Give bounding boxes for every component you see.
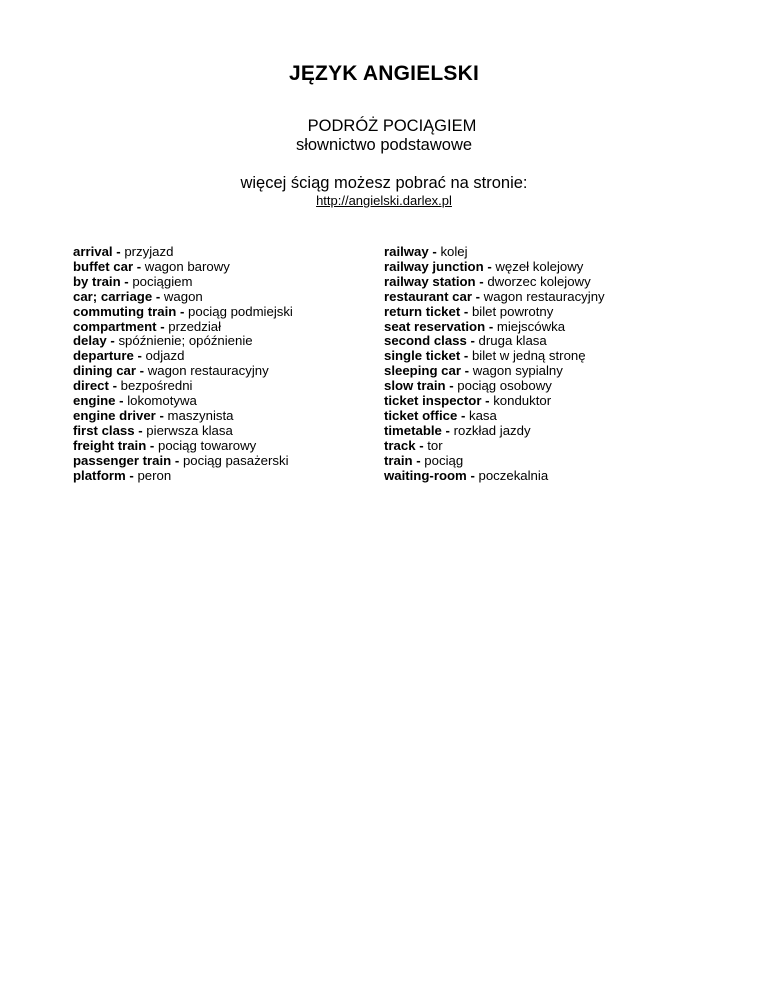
vocab-term: railway junction - xyxy=(384,258,492,274)
vocab-entry xyxy=(384,290,605,305)
vocab-translation: pierwsza klasa xyxy=(142,422,233,438)
vocab-term: compartment - xyxy=(73,318,165,334)
vocab-entry xyxy=(384,260,605,275)
vocab-term: train - xyxy=(384,452,421,468)
vocab-translation: tor xyxy=(423,437,443,453)
vocab-entry xyxy=(73,454,293,469)
vocab-translation: maszynista xyxy=(163,407,234,423)
vocab-translation: pociąg osobowy xyxy=(453,378,552,394)
vocab-translation: węzeł kolejowy xyxy=(491,258,584,274)
vocab-term: single ticket - xyxy=(384,348,469,364)
vocab-translation: bezpośredni xyxy=(116,378,193,394)
vocab-entry xyxy=(384,349,605,364)
vocab-term: by train - xyxy=(73,273,129,289)
vocab-entry xyxy=(384,424,605,439)
vocab-term: first class - xyxy=(73,422,143,438)
vocab-translation: wagon restauracyjny xyxy=(144,363,269,379)
vocab-entry xyxy=(384,394,605,409)
vocab-translation: miejscówka xyxy=(493,318,566,334)
vocab-term: buffet car - xyxy=(73,258,142,274)
vocab-translation: pociągiem xyxy=(128,273,193,289)
vocabulary-column-left xyxy=(73,245,293,484)
vocab-translation: wagon xyxy=(160,288,203,304)
vocab-translation: pociąg podmiejski xyxy=(184,303,293,319)
vocab-translation: konduktor xyxy=(489,393,552,409)
vocab-entry xyxy=(384,305,605,320)
vocab-entry xyxy=(73,290,293,305)
vocab-term: second class - xyxy=(384,333,475,349)
vocab-translation: spóźnienie; opóźnienie xyxy=(114,333,253,349)
vocab-entry xyxy=(73,320,293,335)
vocab-translation: bilet powrotny xyxy=(468,303,554,319)
vocabulary-column-right xyxy=(384,245,605,484)
vocab-translation: dworzec kolejowy xyxy=(483,273,591,289)
vocab-term: timetable - xyxy=(384,422,450,438)
vocab-entry xyxy=(384,275,605,290)
vocab-entry xyxy=(73,469,293,484)
vocab-translation: wagon restauracyjny xyxy=(480,288,605,304)
vocab-term: arrival - xyxy=(73,244,121,259)
subtitle-topic: PODRÓŻ POCIĄGIEM xyxy=(307,117,477,135)
vocab-entry xyxy=(73,260,293,275)
vocab-term: ticket inspector - xyxy=(384,393,490,409)
vocab-translation: kasa xyxy=(465,407,497,423)
vocab-translation: bilet w jedną stronę xyxy=(468,348,586,364)
vocab-entry xyxy=(384,320,605,335)
vocab-translation: wagon barowy xyxy=(141,258,230,274)
vocab-term: ticket office - xyxy=(384,407,466,423)
vocab-translation: lokomotywa xyxy=(123,393,197,409)
vocab-entry xyxy=(384,409,605,424)
vocab-entry xyxy=(73,439,293,454)
vocab-entry xyxy=(73,349,293,364)
vocab-entry xyxy=(384,334,605,349)
website-link[interactable]: http://angielski.darlex.pl xyxy=(316,193,452,208)
vocab-term: waiting-room - xyxy=(384,467,475,483)
vocab-translation: druga klasa xyxy=(474,333,547,349)
vocab-translation: pociąg xyxy=(420,452,464,468)
vocab-term: departure - xyxy=(73,348,142,364)
vocab-term: commuting train - xyxy=(73,303,185,319)
vocab-translation: odjazd xyxy=(141,348,185,364)
vocab-entry xyxy=(73,409,293,424)
vocab-entry xyxy=(384,439,605,454)
vocab-translation: przyjazd xyxy=(120,244,174,259)
vocab-translation: kolej xyxy=(436,244,468,259)
vocab-term: engine driver - xyxy=(73,407,164,423)
vocab-entry xyxy=(384,379,605,394)
vocab-term: seat reservation - xyxy=(384,318,494,334)
vocab-translation: pociąg pasażerski xyxy=(179,452,289,468)
vocab-term: return ticket - xyxy=(384,303,469,319)
vocab-translation: wagon sypialny xyxy=(469,363,563,379)
vocab-entry xyxy=(73,334,293,349)
vocab-entry xyxy=(73,275,293,290)
vocab-term: dining car - xyxy=(73,363,145,379)
page-title: JĘZYK ANGIELSKI xyxy=(288,62,480,85)
subtitle-description: słownictwo podstawowe xyxy=(295,136,473,154)
vocab-term: sleeping car - xyxy=(384,363,470,379)
vocab-term: restaurant car - xyxy=(384,288,481,304)
more-info-text: więcej ściąg możesz pobrać na stronie: xyxy=(240,174,528,192)
vocab-translation: peron xyxy=(133,467,172,483)
vocab-translation: rozkład jazdy xyxy=(449,422,531,438)
vocab-entry xyxy=(384,469,605,484)
vocab-term: railway station - xyxy=(384,273,484,289)
vocab-entry xyxy=(73,305,293,320)
vocab-entry xyxy=(73,394,293,409)
vocab-entry xyxy=(73,364,293,379)
vocab-translation: poczekalnia xyxy=(474,467,549,483)
vocab-translation: pociąg towarowy xyxy=(154,437,257,453)
vocab-term: engine - xyxy=(73,393,124,409)
vocab-translation: przedział xyxy=(164,318,222,334)
vocab-term: platform - xyxy=(73,467,134,483)
vocab-term: car; carriage - xyxy=(73,288,161,304)
vocab-entry xyxy=(73,245,293,260)
vocab-term: direct - xyxy=(73,378,117,394)
vocab-entry xyxy=(384,364,605,379)
page-subtitle xyxy=(0,117,768,155)
vocab-term: track - xyxy=(384,437,424,453)
website-link-container xyxy=(0,193,768,208)
vocab-term: railway - xyxy=(384,244,437,259)
vocab-term: delay - xyxy=(73,333,115,349)
vocab-term: freight train - xyxy=(73,437,155,453)
vocab-entry xyxy=(73,379,293,394)
vocab-term: slow train - xyxy=(384,378,454,394)
vocab-entry xyxy=(384,245,605,260)
vocab-entry xyxy=(384,454,605,469)
vocab-term: passenger train - xyxy=(73,452,180,468)
vocab-entry xyxy=(73,424,293,439)
